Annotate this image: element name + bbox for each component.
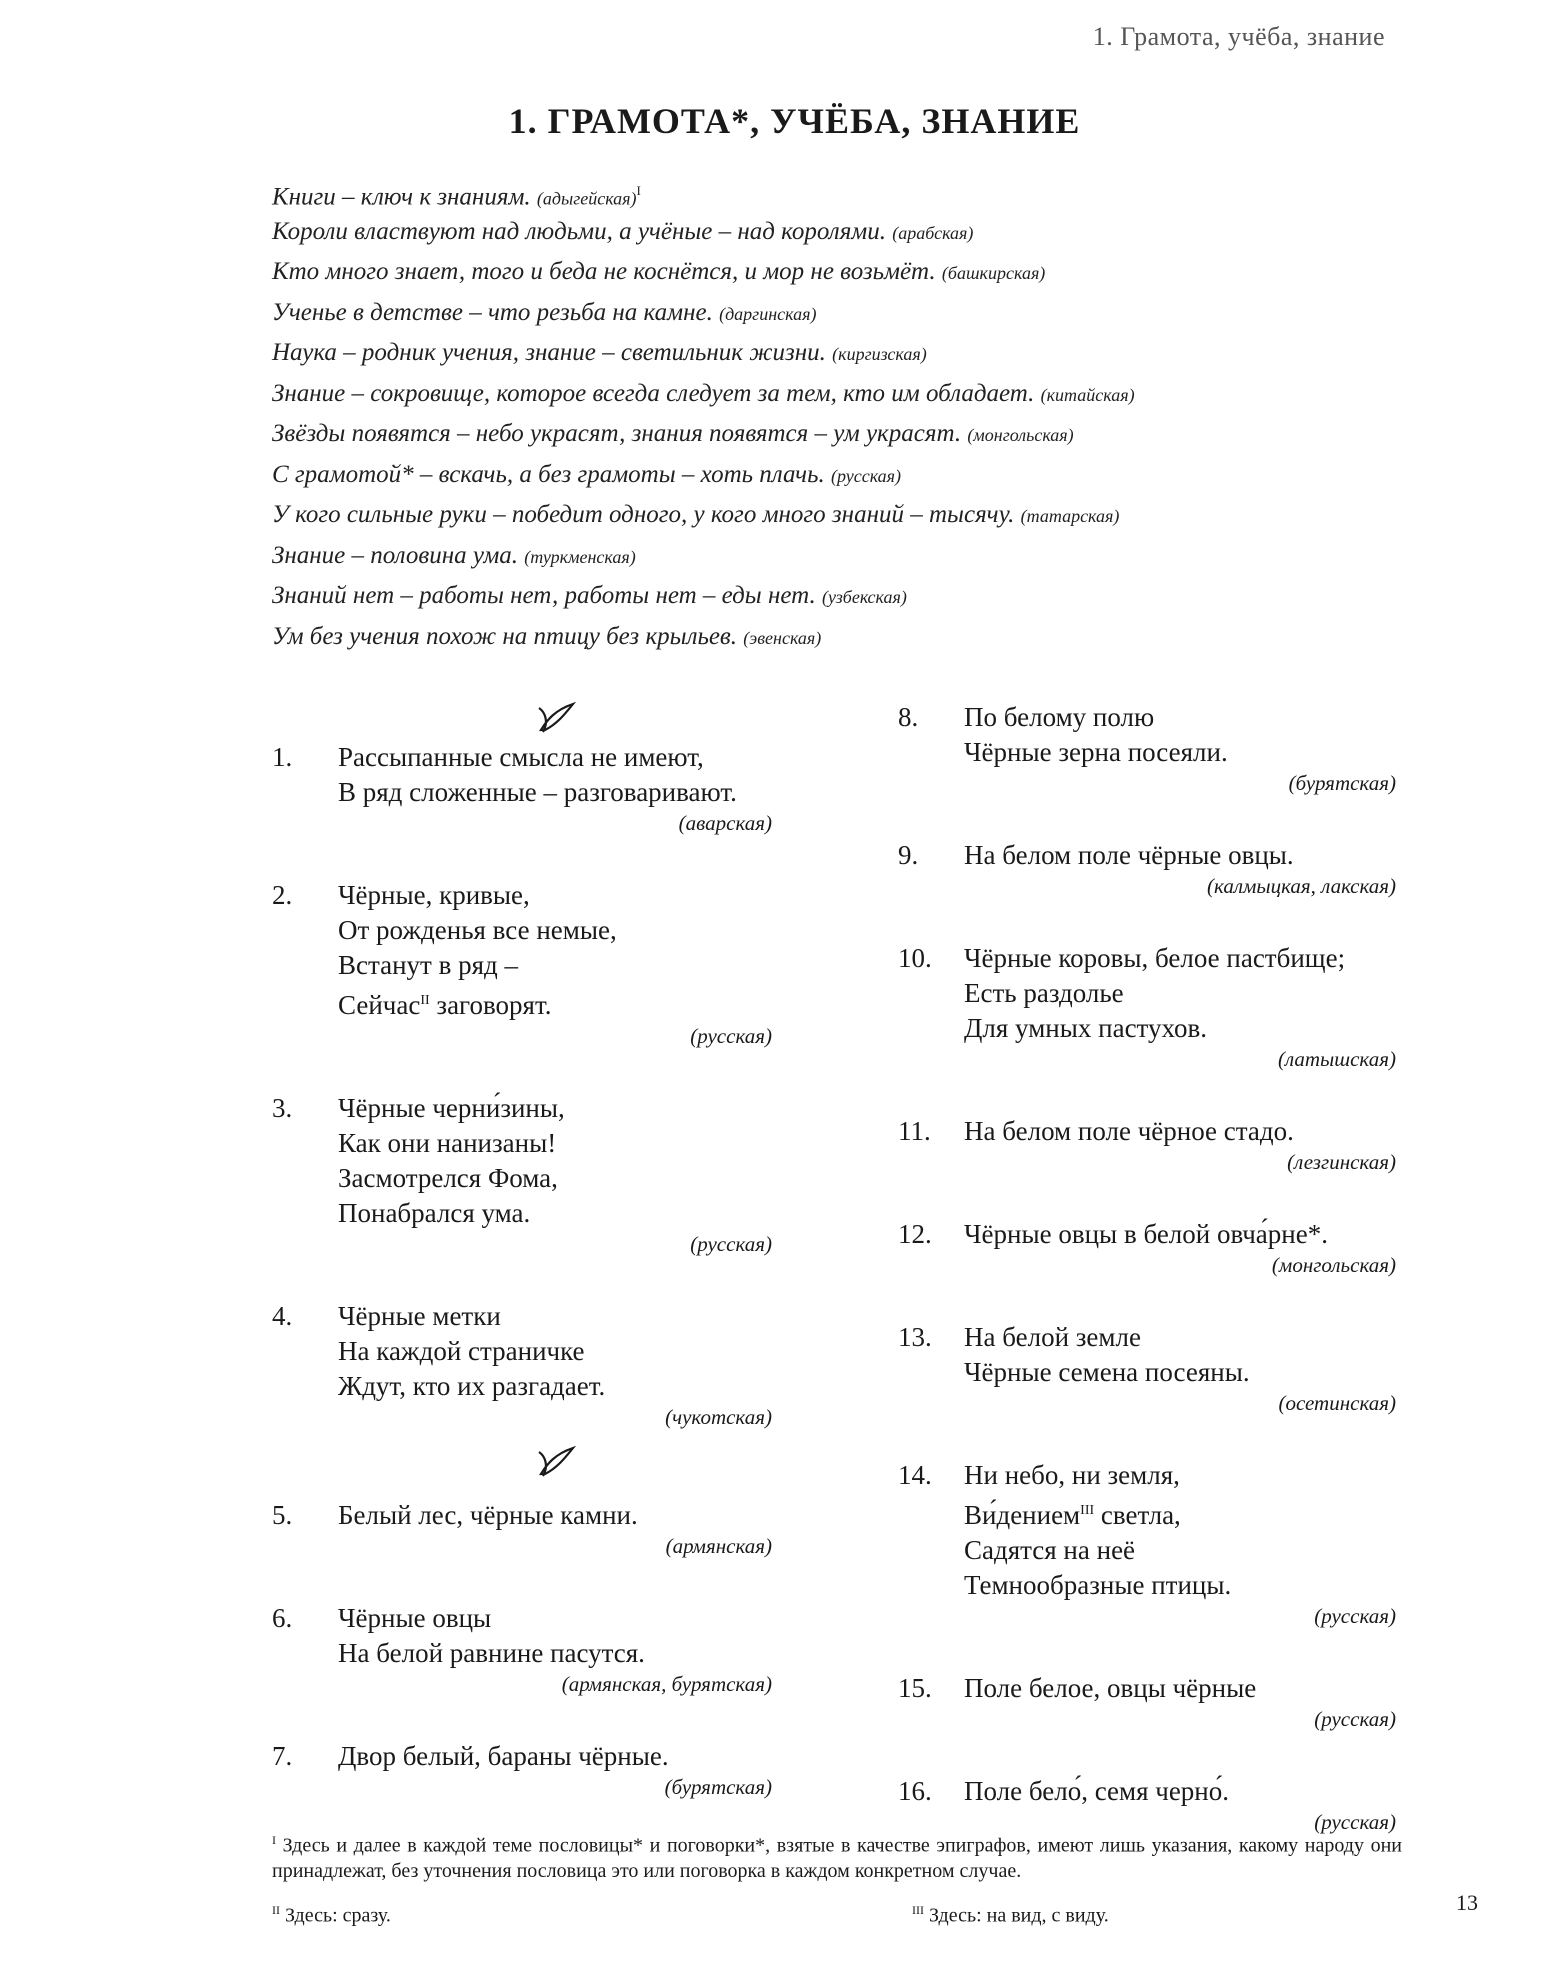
riddle-line: Засмотрелся Фома, (338, 1163, 558, 1193)
riddle-source: (русская) (1314, 1707, 1396, 1731)
epigraph: Наука – родник учения, знание – светильник жизни. (киргизская) (272, 339, 927, 366)
riddle-source: (русская) (690, 1024, 772, 1048)
riddle-number: 12. (898, 1219, 932, 1249)
riddle-line: Чёрные овцы (338, 1603, 492, 1633)
riddle (272, 740, 772, 836)
riddle-line: От рожденья все немые, (338, 915, 617, 945)
riddle (898, 1114, 1396, 1175)
riddle (898, 1671, 1396, 1732)
footnote-ref: III (1080, 1503, 1095, 1518)
page-number: 13 (1456, 1890, 1478, 1915)
riddle-line: Понабрался ума. (338, 1198, 531, 1228)
riddle (272, 1299, 772, 1430)
riddle-line: В ряд сложенные – разговаривают. (338, 777, 737, 807)
riddle-source: (лезгинская) (1287, 1150, 1396, 1174)
riddle-line: Садятся на неё (964, 1535, 1136, 1565)
riddle-line: Для умных пастухов. (964, 1013, 1207, 1043)
riddle-number: 11. (898, 1116, 931, 1146)
riddle-line: Рассыпанные смысла не имеют, (338, 742, 704, 772)
riddle-line: На белой земле (964, 1322, 1141, 1352)
quill-divider-icon (342, 700, 772, 740)
riddle-source: (армянская, бурятская) (561, 1672, 772, 1696)
epigraph: Ум без учения похож на птицу без крыльев. (эвенская) (272, 622, 822, 650)
riddle (898, 941, 1396, 1072)
riddle-source: (латышская) (1277, 1047, 1396, 1071)
riddle-line: Ни небо, ни земля, (964, 1460, 1180, 1490)
riddles-left-column (272, 700, 772, 1842)
riddle-line: Чёрные овцы в белой овча́рне*. (964, 1219, 1328, 1249)
epigraph: Знаний нет – работы нет, работы нет – еды нет. (узбекская) (272, 582, 907, 609)
riddle-number: 3. (272, 1093, 293, 1123)
riddle-number: 10. (898, 943, 932, 973)
riddle (898, 700, 1396, 796)
riddle-line: Чёрные черни́зины, (338, 1093, 565, 1123)
riddle-source: (осетинская) (1278, 1391, 1396, 1415)
epigraph: Книги – ключ к знаниям. (адыгейская)$^I$ (272, 183, 641, 211)
riddle (272, 878, 772, 1049)
epigraph: Ученье в детстве – что резьба на камне. (даргинская) (272, 298, 817, 326)
riddles-right-column (898, 700, 1396, 1877)
riddle-number: 9. (898, 840, 919, 870)
page-title: 1. ГРАМОТА*, УЧЁБА, ЗНАНИЕ (508, 101, 1081, 141)
riddle (272, 1091, 772, 1257)
riddle-number: 2. (272, 880, 293, 910)
footnotes (272, 1828, 1402, 1928)
epigraph: Звёзды появятся – небо украсят, знания появятся – ум украсят. (монгольская) (272, 420, 1074, 447)
riddle-source: (калмыцкая, лакская) (1207, 874, 1396, 898)
riddle (898, 1320, 1396, 1416)
riddle-line: Как они нанизаны! (338, 1128, 557, 1158)
riddle-source: (монгольская) (1271, 1253, 1396, 1277)
riddle (898, 838, 1396, 899)
running-head: 1. Грамота, учёба, знание (1092, 22, 1385, 51)
riddle-line: Чёрные метки (338, 1301, 501, 1331)
riddle-line: Ждут, кто их разгадает. (338, 1371, 606, 1401)
riddle (272, 1739, 772, 1800)
riddle-source: (русская) (690, 1232, 772, 1256)
epigraph: Короли властвуют над людьми, а учёные – над королями. (арабская) (272, 217, 974, 245)
riddle-number: 13. (898, 1322, 932, 1352)
riddle (272, 1498, 772, 1559)
riddle-line: Ви́дением$^{III}$ светла, (964, 1500, 1181, 1530)
riddle-number: 16. (898, 1776, 932, 1806)
riddle-number: 1. (272, 742, 293, 772)
riddle-number: 8. (898, 702, 919, 732)
riddle-line: Чёрные, кривые, (338, 880, 530, 910)
riddle (898, 1217, 1396, 1278)
riddle-line: Есть раздолье (964, 978, 1124, 1008)
riddle-line: Чёрные зерна посеяли. (964, 737, 1228, 767)
riddle-number: 5. (272, 1500, 293, 1530)
epigraph: Знание – сокровище, которое всегда следует за тем, кто им обладает. (китайская) (272, 379, 1135, 407)
epigraph: Кто много знает, того и беда не коснётся, и мор не возьмёт. (башкирская) (272, 258, 1046, 285)
riddle-line: На белой равнине пасутся. (338, 1638, 645, 1668)
riddle-line: На белом поле чёрные овцы. (964, 840, 1294, 870)
riddle-source: (русская) (1314, 1810, 1396, 1834)
riddle-line: Сейчас$^{II}$ заговорят. (338, 990, 552, 1020)
riddle-number: 4. (272, 1301, 293, 1331)
riddle-line: На каждой страничке (338, 1336, 585, 1366)
riddle-line: Двор белый, бараны чёрные. (338, 1741, 669, 1771)
riddle-source: (русская) (1314, 1604, 1396, 1628)
riddle-number: 15. (898, 1673, 932, 1703)
riddle-number: 7. (272, 1741, 293, 1771)
riddle-source: (армянская) (665, 1534, 772, 1558)
footnote-3: $^{III}$ Здесь: на вид, с виду. (912, 1902, 1109, 1927)
riddle-line: Чёрные семена посеяны. (964, 1357, 1250, 1387)
riddle (272, 1601, 772, 1697)
riddle-line: Встанут в ряд – (338, 950, 519, 980)
riddle-number: 14. (898, 1460, 932, 1490)
riddle-line: Поле белое, овцы чёрные (964, 1673, 1257, 1703)
riddle-line: По белому полю (964, 702, 1155, 732)
riddle-line: Поле бело́, семя черно́. (964, 1776, 1230, 1806)
epigraph-list (272, 171, 1392, 657)
riddle-line: Белый лес, чёрные камни. (338, 1500, 638, 1530)
riddle-source: (чукотская) (665, 1405, 772, 1429)
riddle-source: (бурятская) (664, 1775, 772, 1799)
footnote-ref: II (420, 993, 430, 1008)
epigraph: У кого сильные руки – победит одного, у кого много знаний – тысячу. (татарская) (272, 501, 1120, 528)
epigraph: С грамотой* – вскачь, а без грамоты – хоть плачь. (русская) (272, 460, 902, 488)
riddle-source: (бурятская) (1288, 771, 1396, 795)
footnote-2: $^{II}$ Здесь: сразу. (272, 1902, 391, 1927)
riddle (898, 1458, 1396, 1629)
riddle-number: 6. (272, 1603, 293, 1633)
riddle-line: Чёрные коровы, белое пастбище; (964, 943, 1346, 973)
riddle-line: Темнообразные птицы. (964, 1570, 1232, 1600)
quill-divider-icon (342, 1444, 772, 1484)
epigraph: Знание – половина ума. (туркменская) (272, 541, 636, 569)
riddle-line: На белом поле чёрное стадо. (964, 1116, 1294, 1146)
footnote-1: $^I$ Здесь и далее в каждой теме пословицы* и поговорки*, взятые в качестве эпиграфов, имеют лишь указания, какому народу они принадлежат, без уточнения пословица это или поговорка в каждом конкретном случае. (272, 1833, 1402, 1882)
riddle-source: (аварская) (678, 811, 772, 835)
riddle (898, 1774, 1396, 1835)
